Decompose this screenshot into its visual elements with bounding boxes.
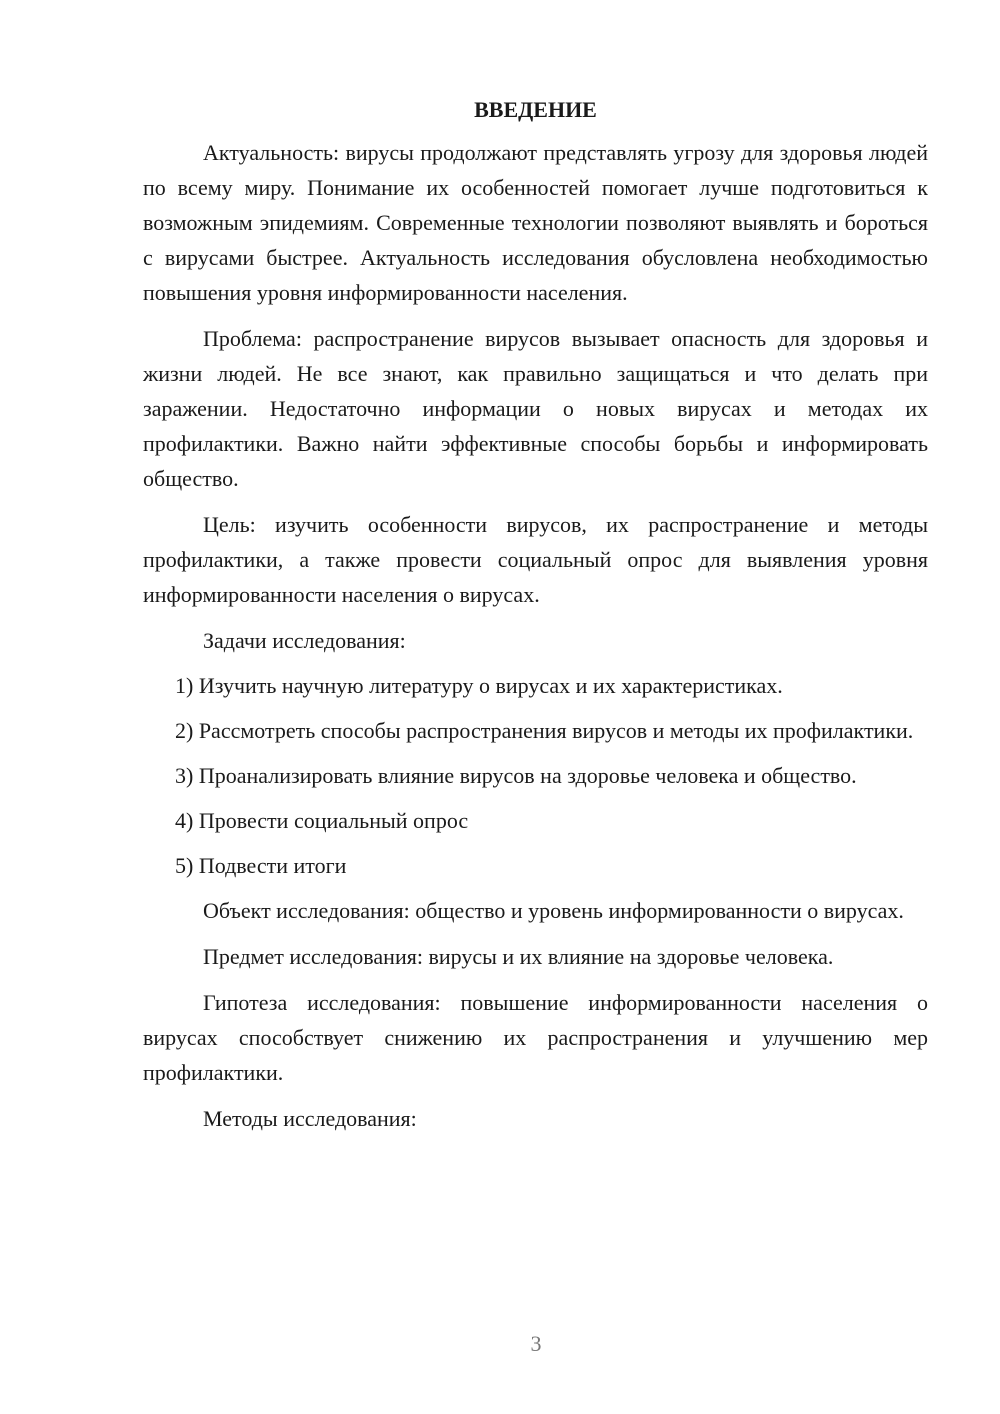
task-item: 3) Проанализировать влияние вирусов на здоровье человека и общество.: [175, 763, 857, 788]
relevance-paragraph: Актуальность: вирусы продолжают представлять угрозу для здоровья людей по всему миру. Понимание их особенностей помогает лучше подготовиться к возможным эпидемиям. Современные технологии позволяют выявлять и бороться с вирусами быстрее. Актуальность исследования обусловлена необходимостью повышения уровня информированности населения.: [143, 140, 928, 305]
goal-paragraph: Цель: изучить особенности вирусов, их распространение и методы профилактики, а также провести социальный опрос для выявления уровня информированности населения о вирусах.: [143, 512, 928, 607]
task-item: 1) Изучить научную литературу о вирусах и их характеристиках.: [175, 673, 783, 698]
task-item: 4) Провести социальный опрос: [175, 808, 469, 833]
hypothesis-paragraph: Гипотеза исследования: повышение информированности населения о вирусах способствует снижению их распространения и улучшению мер профилактики.: [143, 990, 928, 1085]
problem-paragraph: Проблема: распространение вирусов вызывает опасность для здоровья и жизни людей. Не все знают, как правильно защищаться и что делать при заражении. Недостаточно информации о новых вирусах и методах их профилактики. Важно найти эффективные способы борьбы и информировать общество.: [143, 326, 928, 491]
subject-paragraph: Предмет исследования: вирусы и их влияние на здоровье человека.: [203, 944, 834, 969]
task-item: 5) Подвести итоги: [175, 853, 347, 878]
object-paragraph: Объект исследования: общество и уровень информированности о вирусах.: [203, 898, 904, 923]
document-page: [143, 92, 928, 1147]
tasks-list: [143, 668, 928, 883]
methods-heading: Методы исследования:: [203, 1106, 417, 1131]
task-item: 2) Рассмотреть способы распространения вирусов и методы их профилактики.: [175, 718, 914, 743]
tasks-heading: Задачи исследования:: [203, 628, 406, 653]
page-number: 3: [530, 1331, 542, 1356]
page-title: ВВЕДЕНИЕ: [474, 97, 597, 122]
